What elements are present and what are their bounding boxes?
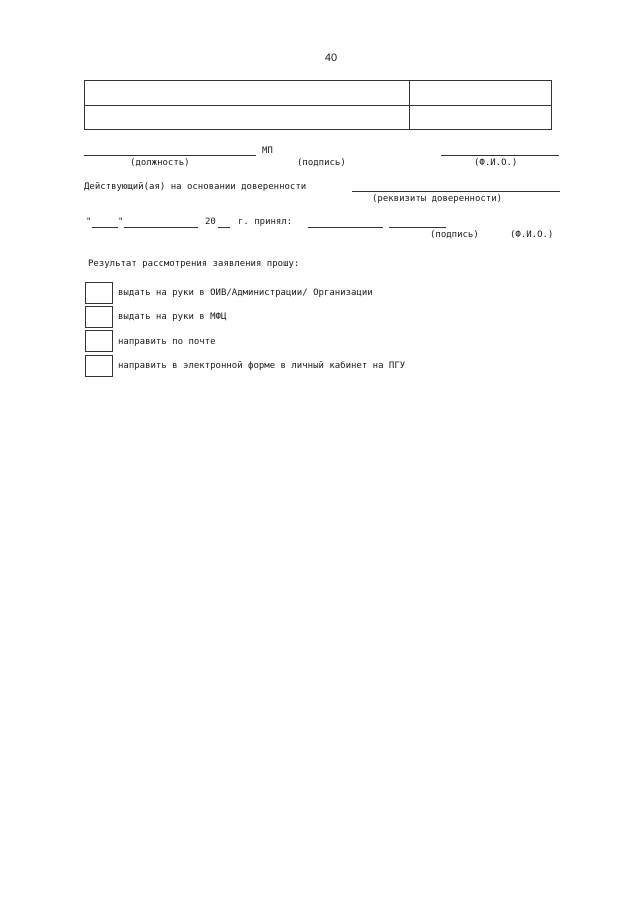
option-checkbox-post[interactable] xyxy=(85,330,113,352)
month-line[interactable] xyxy=(124,227,198,228)
year-line[interactable] xyxy=(218,227,230,228)
result-heading: Результат рассмотрения заявления прошу: xyxy=(88,259,300,269)
option-label-oiv: выдать на руки в ОИВ/Администрации/ Организации xyxy=(118,288,373,298)
accepted-label: г. принял: xyxy=(238,217,293,227)
option-label-mfc: выдать на руки в МФЦ xyxy=(118,312,227,322)
option-label-post: направить по почте xyxy=(118,337,216,347)
received-fio-line[interactable] xyxy=(389,227,446,228)
fio-line[interactable] xyxy=(441,155,559,156)
option-checkbox-pgu[interactable] xyxy=(85,355,113,377)
day-line[interactable] xyxy=(92,227,118,228)
received-signature-caption: (подпись) xyxy=(430,230,479,240)
quote-open: " xyxy=(86,217,92,227)
proxy-line[interactable] xyxy=(352,191,560,192)
received-fio-caption: (Ф.И.О.) xyxy=(510,230,554,240)
table-divider-horizontal xyxy=(85,105,551,106)
option-label-pgu: направить в электронной форме в личный кабинет на ПГУ xyxy=(118,361,406,371)
signature-caption: (подпись) xyxy=(297,158,346,168)
form-table xyxy=(84,80,552,130)
mp-label: МП xyxy=(262,146,273,156)
year-prefix: 20 xyxy=(205,217,216,227)
received-signature-line[interactable] xyxy=(308,227,383,228)
option-checkbox-mfc[interactable] xyxy=(85,306,113,328)
proxy-caption: (реквизиты доверенности) xyxy=(372,194,503,204)
quote-close: " xyxy=(118,217,124,227)
fio-caption: (Ф.И.О.) xyxy=(474,158,518,168)
position-caption: (должность) xyxy=(130,158,190,168)
position-line[interactable] xyxy=(84,155,256,156)
option-checkbox-oiv[interactable] xyxy=(85,282,113,304)
proxy-label: Действующий(ая) на основании доверенности xyxy=(84,182,307,192)
page-number: 40 xyxy=(324,52,338,64)
